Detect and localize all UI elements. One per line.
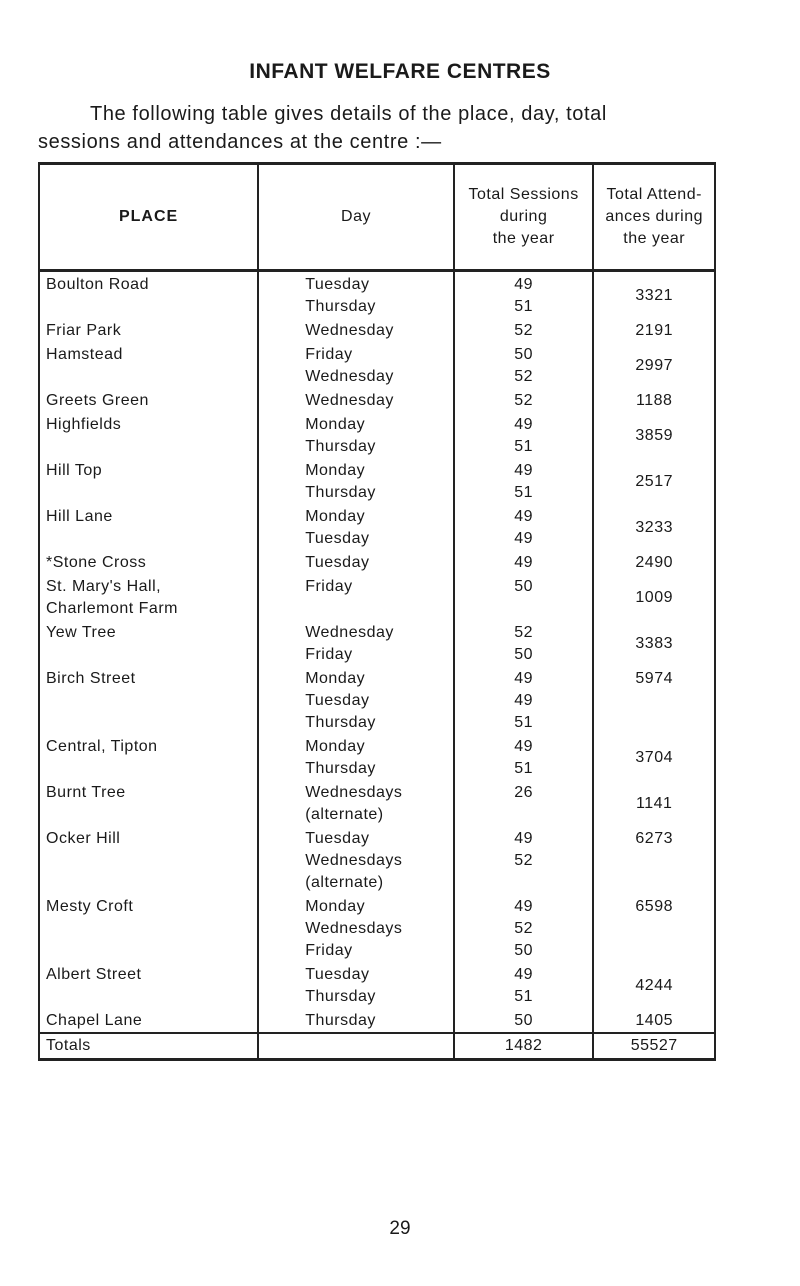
table-row [39,271,715,319]
page-title: INFANT WELFARE CENTRES [249,60,551,83]
sessions-cell [454,458,594,504]
day-cell-line: Monday [305,670,366,687]
place-cell [39,962,258,1008]
day-cell [258,504,454,550]
day-cell-line: Monday [305,462,366,479]
sessions-cell-line: 52 [514,852,534,869]
place-cell [39,412,258,458]
sessions-cell-line: 50 [514,942,534,959]
day-cell-line: Wednesday [305,322,394,339]
attendances-value: 3383 [635,635,673,652]
day-cell-line: (alternate) [305,874,384,891]
place-cell [39,550,258,574]
table-row [39,734,715,780]
attendances-cell [593,271,715,319]
attendances-value: 2191 [635,322,673,339]
sessions-cell-line: 50 [514,646,534,663]
day-cell-line: Thursday [305,484,376,501]
day-cell [258,271,454,319]
sessions-cell [454,504,594,550]
day-cell [258,666,454,734]
attendances-value: 6598 [635,898,673,915]
sessions-cell-line: 51 [514,714,534,731]
day-cell-line: Monday [305,738,366,755]
place-cell-line: Chapel Lane [46,1012,143,1029]
day-cell [258,574,454,620]
table-row [39,412,715,458]
table-row [39,504,715,550]
sessions-cell [454,826,594,894]
place-cell-line: Ocker Hill [46,830,121,847]
attendances-cell [593,574,715,620]
day-cell [258,1008,454,1033]
table-row [39,458,715,504]
attendances-cell [593,504,715,550]
sessions-cell-line: 51 [514,484,534,501]
attendances-value: 1405 [635,1012,673,1029]
sessions-cell-line: 49 [514,276,534,293]
sessions-cell-line: 52 [514,624,534,641]
attendances-cell [593,666,715,734]
day-cell-line: Wednesday [305,392,394,409]
day-cell-line: Friday [305,578,353,595]
sessions-cell-line: 49 [514,738,534,755]
sessions-cell-line: 50 [514,1012,534,1029]
sessions-cell-line: 49 [514,898,534,915]
day-cell-line: Friday [305,346,353,363]
sessions-cell-line: 51 [514,760,534,777]
sessions-cell [454,574,594,620]
sessions-cell [454,388,594,412]
table-row [39,962,715,1008]
place-cell [39,734,258,780]
sessions-cell-line: 49 [514,508,534,525]
attendances-value: 1141 [635,795,673,812]
day-cell-line: Thursday [305,988,376,1005]
place-cell-line: Central, Tipton [46,738,158,755]
place-cell [39,271,258,319]
header-sessions-line: the year [492,230,555,247]
attendances-cell [593,388,715,412]
attendances-value: 3859 [635,427,673,444]
sessions-cell-line: 49 [514,830,534,847]
place-cell [39,620,258,666]
sessions-cell [454,734,594,780]
place-cell [39,1008,258,1033]
place-cell-line: Hamstead [46,346,123,363]
sessions-cell [454,550,594,574]
attendances-cell [593,826,715,894]
table-row [39,550,715,574]
place-cell [39,504,258,550]
header-day: Day [258,164,454,271]
place-cell-line: Hill Lane [46,508,113,525]
day-cell-line: Friday [305,646,353,663]
attendances-cell [593,412,715,458]
totals-sessions: 1482 [454,1033,594,1060]
day-cell-line: Tuesday [305,530,370,547]
day-cell-line: Tuesday [305,966,370,983]
sessions-cell-line: 49 [514,554,534,571]
sessions-cell [454,620,594,666]
place-cell-line: Charlemont Farm [46,600,178,617]
sessions-cell [454,1008,594,1033]
day-cell-line: Wednesday [305,624,394,641]
page-number: 29 [389,1218,411,1239]
totals-attendances: 55527 [593,1033,715,1060]
sessions-cell-line: 49 [514,462,534,479]
sessions-cell [454,271,594,319]
day-cell-line: Thursday [305,438,376,455]
sessions-cell-line: 51 [514,298,534,315]
attendances-value: 3704 [635,749,673,766]
place-cell [39,894,258,962]
day-cell [258,826,454,894]
sessions-cell-line: 52 [514,392,534,409]
place-cell-line: Yew Tree [46,624,117,641]
place-cell-line: St. Mary's Hall, [46,578,162,595]
sessions-cell-line: 51 [514,988,534,1005]
day-cell-line: Thursday [305,760,376,777]
place-cell [39,780,258,826]
place-cell-line: Albert Street [46,966,142,983]
attendances-value: 2517 [635,473,673,490]
place-cell [39,388,258,412]
day-cell [258,342,454,388]
table-row [39,342,715,388]
day-cell-line: Tuesday [305,276,370,293]
table-row [39,388,715,412]
day-cell [258,458,454,504]
attendances-cell [593,894,715,962]
sessions-cell-line: 49 [514,966,534,983]
header-sessions-line: Total Sessions [468,186,579,203]
attendances-value: 3233 [635,519,673,536]
day-cell [258,620,454,666]
intro-paragraph [38,100,748,156]
attendances-cell [593,458,715,504]
place-cell-line: Mesty Croft [46,898,134,915]
attendances-value: 5974 [635,670,673,687]
day-cell [258,318,454,342]
attendances-value: 6273 [635,830,673,847]
table-row [39,826,715,894]
attendances-cell [593,550,715,574]
attendances-value: 3321 [635,287,673,304]
place-cell [39,666,258,734]
totals-label: Totals [39,1033,258,1060]
sessions-cell [454,318,594,342]
table-row [39,894,715,962]
table-row [39,1008,715,1033]
day-cell [258,388,454,412]
sessions-cell-line: 49 [514,530,534,547]
day-cell-line: Monday [305,898,366,915]
header-place: PLACE [39,164,258,271]
day-cell [258,412,454,458]
place-cell [39,342,258,388]
table-row [39,574,715,620]
sessions-cell [454,894,594,962]
sessions-cell-line: 51 [514,438,534,455]
table-body [39,271,715,1034]
day-cell [258,780,454,826]
day-cell-line: Friday [305,942,353,959]
place-cell-line: Friar Park [46,322,122,339]
day-cell-line: Tuesday [305,554,370,571]
sessions-cell [454,962,594,1008]
sessions-cell-line: 52 [514,322,534,339]
sessions-cell-line: 52 [514,368,534,385]
sessions-cell-line: 52 [514,920,534,937]
day-cell [258,894,454,962]
sessions-cell [454,666,594,734]
day-cell-line: Tuesday [305,830,370,847]
table-row [39,620,715,666]
header-attendances-line: ances during [605,208,703,225]
day-cell-line: Tuesday [305,692,370,709]
totals-day [258,1033,454,1060]
place-cell [39,318,258,342]
header-attendances-line: Total Attend- [606,186,702,203]
attendances-cell [593,318,715,342]
table-header-row [39,164,715,271]
header-sessions-line: during [499,208,548,225]
centres-table [38,162,716,1061]
totals-row [39,1033,715,1060]
place-cell-line: Burnt Tree [46,784,126,801]
day-cell-line: Monday [305,416,366,433]
day-cell [258,550,454,574]
table-row [39,318,715,342]
place-cell-line: Greets Green [46,392,149,409]
header-attendances [593,164,715,271]
sessions-cell-line: 50 [514,578,534,595]
header-sessions [454,164,594,271]
sessions-cell [454,780,594,826]
attendances-value: 4244 [635,977,673,994]
sessions-cell-line: 50 [514,346,534,363]
day-cell-line: Thursday [305,1012,376,1029]
attendances-value: 2997 [635,357,673,374]
intro-line-2: sessions and attendances at the centre :— [38,131,442,153]
place-cell-line: Hill Top [46,462,103,479]
table-row [39,780,715,826]
place-cell [39,458,258,504]
place-cell-line: Highfields [46,416,122,433]
day-cell-line: Monday [305,508,366,525]
day-cell-line: Wednesdays [305,852,403,869]
day-cell-line: Wednesday [305,368,394,385]
day-cell-line: Wednesdays [305,920,403,937]
day-cell-line: (alternate) [305,806,384,823]
sessions-cell-line: 49 [514,692,534,709]
place-cell-line: Boulton Road [46,276,149,293]
day-cell [258,962,454,1008]
place-cell-line: Birch Street [46,670,136,687]
attendances-cell [593,620,715,666]
table-row [39,666,715,734]
sessions-cell-line: 26 [514,784,534,801]
sessions-cell [454,342,594,388]
attendances-cell [593,1008,715,1033]
attendances-value: 1009 [635,589,673,606]
attendances-cell [593,780,715,826]
day-cell [258,734,454,780]
place-cell-line: *Stone Cross [46,554,147,571]
day-cell-line: Thursday [305,714,376,731]
day-cell-line: Wednesdays [305,784,403,801]
attendances-cell [593,734,715,780]
place-cell [39,574,258,620]
attendances-value: 2490 [635,554,673,571]
header-attendances-line: the year [623,230,686,247]
attendances-cell [593,962,715,1008]
day-cell-line: Thursday [305,298,376,315]
attendances-value: 1188 [635,392,673,409]
intro-line-1: The following table gives details of the place, day, total [90,103,607,125]
sessions-cell-line: 49 [514,670,534,687]
place-cell [39,826,258,894]
sessions-cell-line: 49 [514,416,534,433]
attendances-cell [593,342,715,388]
sessions-cell [454,412,594,458]
